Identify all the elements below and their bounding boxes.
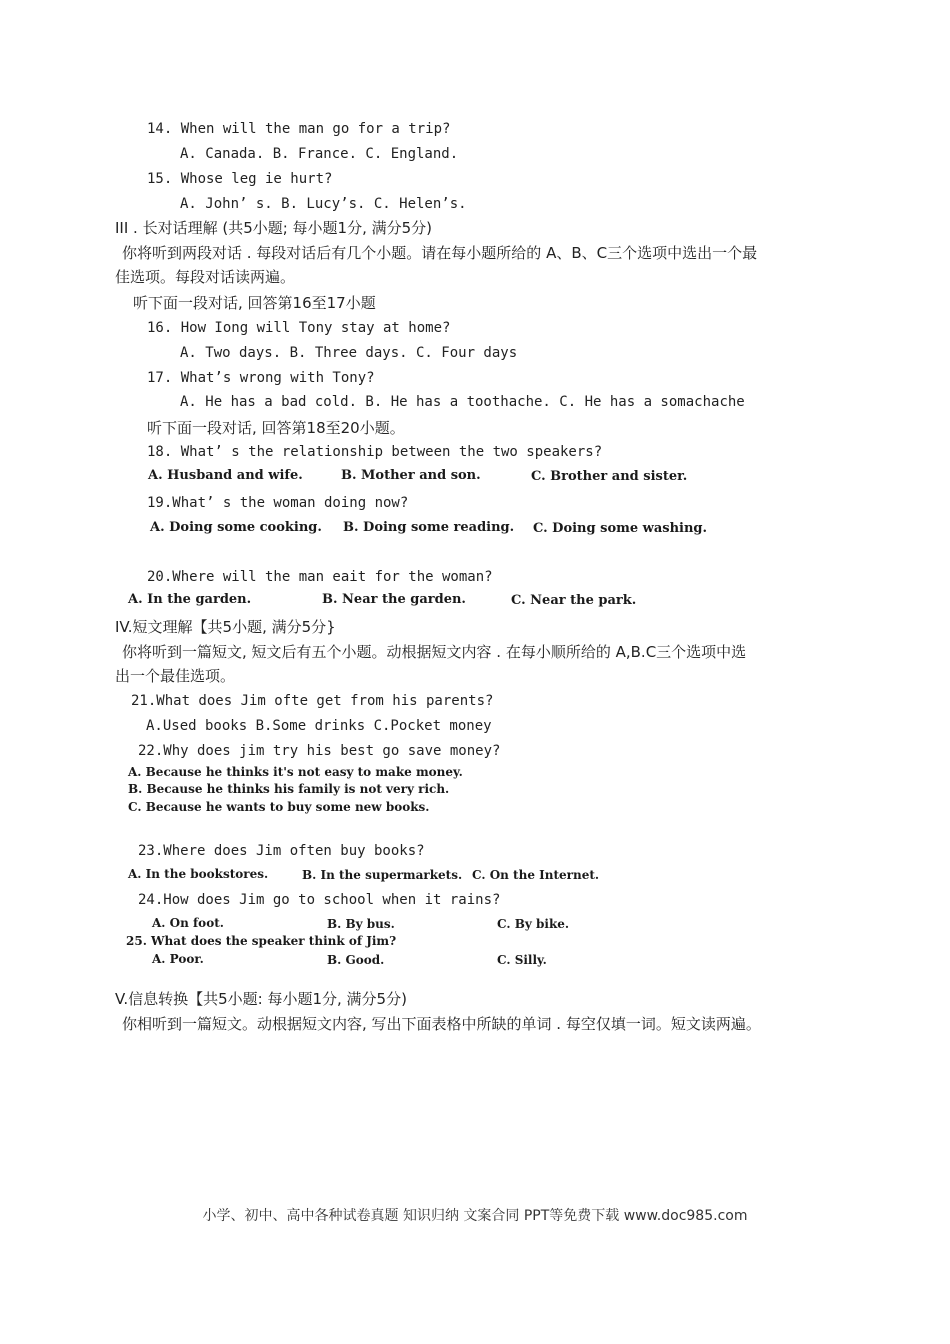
q23-option-b: B. In the supermarkets. bbox=[302, 868, 463, 882]
q18-option-b: B. Mother and son. bbox=[341, 468, 481, 483]
q18-question: 18. What’ s the relationship between the two speakers? bbox=[147, 444, 603, 460]
section3-intro-line2: 佳选项。每段对话读两遍。 bbox=[115, 268, 296, 286]
q20-question: 20.Where will the man eait for the woman? bbox=[147, 569, 493, 585]
q24-option-c: C. By bike. bbox=[497, 917, 570, 931]
page-footer: 小学、初中、高中各种试卷真题 知识归纳 文案合同 PPT等免费下载 www.doc985.com bbox=[202, 1208, 748, 1224]
q20-option-c: C. Near the park. bbox=[511, 593, 637, 608]
dialog1-instruction: 听下面一段对话, 回答第16至17小题 bbox=[133, 294, 376, 312]
q16-question: 16. How Iong will Tony stay at home? bbox=[147, 320, 451, 336]
q20-option-b: B. Near the garden. bbox=[322, 592, 466, 607]
q25-option-b: B. Good. bbox=[327, 953, 385, 967]
q15-question: 15. Whose leg ie hurt? bbox=[147, 171, 333, 187]
q17-options: A. He has a bad cold. B. He has a toothache. C. He has a somachache bbox=[180, 394, 745, 410]
q16-options: A. Two days. B. Three days. C. Four days bbox=[180, 345, 518, 361]
q24-option-b: B. By bus. bbox=[327, 917, 395, 931]
section4-heading: IV.短文理解【共5小题, 满分5分} bbox=[115, 618, 336, 636]
q14-question: 14. When will the man go for a trip? bbox=[147, 121, 451, 137]
q21-question: 21.What does Jim ofte get from his parents? bbox=[131, 693, 494, 709]
section5-heading: V.信息转换【共5小题: 每小题1分, 满分5分) bbox=[115, 990, 407, 1008]
section3-heading: III . 长对话理解 (共5小题; 每小题1分, 满分5分) bbox=[115, 219, 433, 237]
q23-option-c: C. On the Internet. bbox=[472, 868, 600, 882]
q25-option-a: A. Poor. bbox=[152, 952, 204, 966]
q18-option-a: A. Husband and wife. bbox=[148, 468, 303, 483]
q22-option-a: A. Because he thinks it's not easy to make money. bbox=[128, 765, 463, 779]
q25-question: 25. What does the speaker think of Jim? bbox=[126, 934, 397, 948]
q24-question: 24.How does Jim go to school when it rains? bbox=[138, 892, 501, 908]
q21-options: A.Used books B.Some drinks C.Pocket money bbox=[146, 718, 492, 734]
q22-option-b: B. Because he thinks his family is not very rich. bbox=[128, 782, 450, 796]
q19-option-a: A. Doing some cooking. bbox=[150, 520, 322, 535]
q18-option-c: C. Brother and sister. bbox=[531, 469, 688, 484]
q19-option-c: C. Doing some washing. bbox=[533, 521, 708, 536]
section4-intro-line2: 出一个最佳选项。 bbox=[115, 667, 236, 685]
q19-question: 19.What’ s the woman doing now? bbox=[147, 495, 409, 511]
q19-option-b: B. Doing some reading. bbox=[343, 520, 515, 535]
section3-intro-line1: 你将听到两段对话 . 每段对话后有几个小题。请在每小题所给的 A、B、C三个选项中选出一个最 bbox=[122, 244, 758, 262]
q15-options: A. John’ s. B. Lucy’s. C. Helen’s. bbox=[180, 196, 467, 212]
q22-question: 22.Why does jim try his best go save money? bbox=[138, 743, 501, 759]
q25-option-c: C. Silly. bbox=[497, 953, 547, 967]
q22-option-c: C. Because he wants to buy some new books. bbox=[128, 800, 430, 814]
section5-intro: 你相听到一篇短文。动根据短文内容, 写出下面表格中所缺的单词 . 每空仅填一词。短文读两遍。 bbox=[122, 1015, 761, 1033]
q17-question: 17. What’s wrong with Tony? bbox=[147, 370, 375, 386]
q23-question: 23.Where does Jim often buy books? bbox=[138, 843, 425, 859]
q20-option-a: A. In the garden. bbox=[128, 592, 252, 607]
q23-option-a: A. In the bookstores. bbox=[128, 867, 269, 881]
dialog2-instruction: 听下面一段对话, 回答第18至20小题。 bbox=[147, 419, 405, 437]
section4-intro-line1: 你将听到一篇短文, 短文后有五个小题。动根据短文内容 . 在每小顺所给的 A,B.C三个选项中选 bbox=[122, 643, 747, 661]
q14-options: A. Canada. B. France. C. England. bbox=[180, 146, 459, 162]
q24-option-a: A. On foot. bbox=[152, 916, 224, 930]
